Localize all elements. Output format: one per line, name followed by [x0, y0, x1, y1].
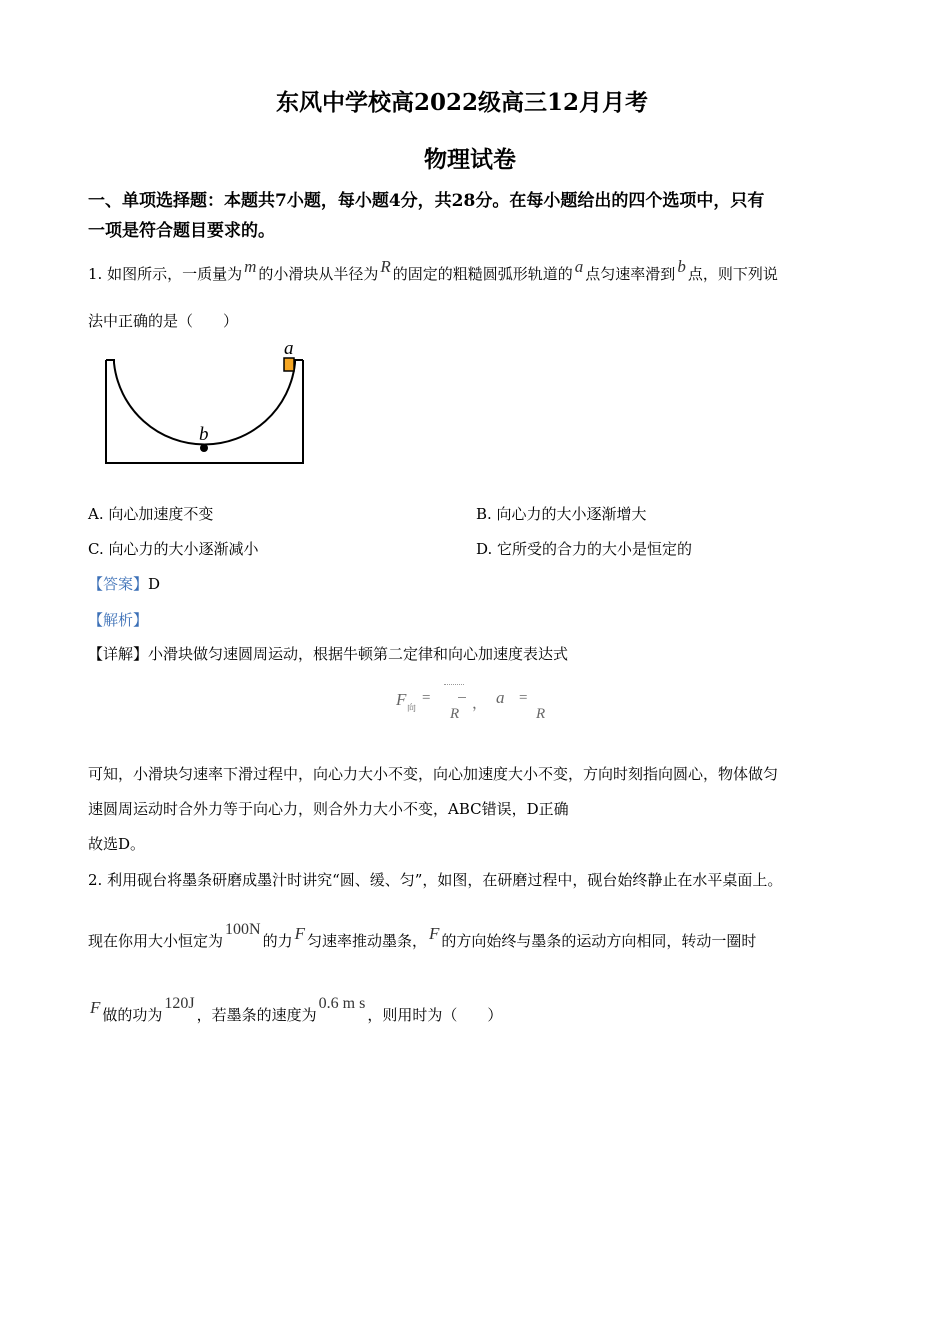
formula-R2: R — [536, 706, 546, 722]
q1-explain-line2: 速圆周运动时合外力等于向心力，则合外力大小不变，ABC错误，D正确 — [88, 800, 569, 818]
formula-a: a — [496, 688, 505, 707]
var-F-2: F — [429, 924, 440, 943]
formula-sub: 向 — [407, 703, 417, 713]
q1-stem-line2: 法中正确的是（ ） — [88, 312, 239, 330]
value-speed: 0.6 m s — [318, 995, 366, 1012]
var-F: F — [294, 924, 305, 943]
q1-detail — [88, 643, 568, 664]
q2-stem-line2: 现在你用大小恒定为100N的力 F 匀速率推动墨条， F 的方向始终与墨条的运动方向相同，转动一圈时 — [88, 921, 757, 950]
q1-option-B: B. 向心力的大小逐渐增大 — [476, 505, 647, 523]
q1-stem-line1: 1. 如图所示，一质量为 m 的小滑块从半径为 R 的固定的粗糙圆弧形轨道的 a 点匀速率滑到 b 点，则下列说 — [88, 257, 778, 283]
school-title: 东风中学校高2022级高三12月月考 — [276, 89, 649, 116]
q1-explain-line1: 可知，小滑块匀速率下滑过程中，向心力大小不变，向心加速度大小不变，方向时刻指向圆心，物体做匀 — [88, 765, 779, 783]
var-a: a — [574, 257, 584, 276]
formula-F: F — [396, 690, 407, 709]
detail-text: 小滑块做匀速圆周运动，根据牛顿第二定律和向心加速度表达式 — [148, 645, 569, 663]
label-a: a — [284, 338, 294, 359]
formula-bar-1 — [458, 697, 466, 698]
q2-stem-line3: F 做的功为120J，若墨条的速度为0.6 m s，则用时为（ ） — [90, 995, 503, 1024]
q1-option-A: A. 向心加速度不变 — [88, 505, 214, 523]
section-heading-line1: 一、单项选择题：本题共7小题，每小题4分，共28分。在每小题给出的四个选项中，只有 — [88, 191, 765, 211]
slider-block — [284, 358, 294, 371]
subject-title: 物理试卷 — [424, 146, 516, 173]
answer-tag: 【答案】 — [88, 575, 149, 593]
var-m: m — [244, 257, 257, 276]
var-b: b — [677, 257, 686, 276]
answer-value: D — [148, 575, 161, 593]
centripetal-formula — [396, 682, 566, 727]
label-b: b — [199, 424, 209, 445]
formula-R1: R — [450, 706, 460, 722]
var-F-3: F — [90, 998, 101, 1017]
q1-answer — [88, 573, 160, 594]
q1-conclusion: 故选D。 — [88, 835, 146, 853]
formula-eq1: = — [422, 690, 431, 706]
formula-eq2: = — [519, 690, 528, 706]
value-120J: 120J — [164, 995, 195, 1012]
var-R: R — [380, 257, 391, 276]
q1-option-C: C. 向心力的大小逐渐减小 — [88, 540, 259, 558]
formula-sep: ， — [472, 696, 488, 712]
analysis-tag: 【解析】 — [88, 611, 149, 629]
q2-stem-line1: 2. 利用砚台将墨条研磨成墨汁时讲究“圆、缓、匀”，如图，在研磨过程中，砚台始终静止在水平桌面上。 — [88, 871, 783, 889]
formula-numerator-1 — [444, 684, 464, 685]
q1-track-figure — [96, 335, 311, 470]
value-100N: 100N — [225, 921, 261, 938]
section-heading-line2: 一项是符合题目要求的。 — [88, 221, 275, 241]
q1-option-D: D. 它所受的合力的大小是恒定的 — [476, 540, 693, 558]
detail-tag: 【详解】 — [88, 645, 149, 663]
point-b-dot — [200, 444, 208, 452]
